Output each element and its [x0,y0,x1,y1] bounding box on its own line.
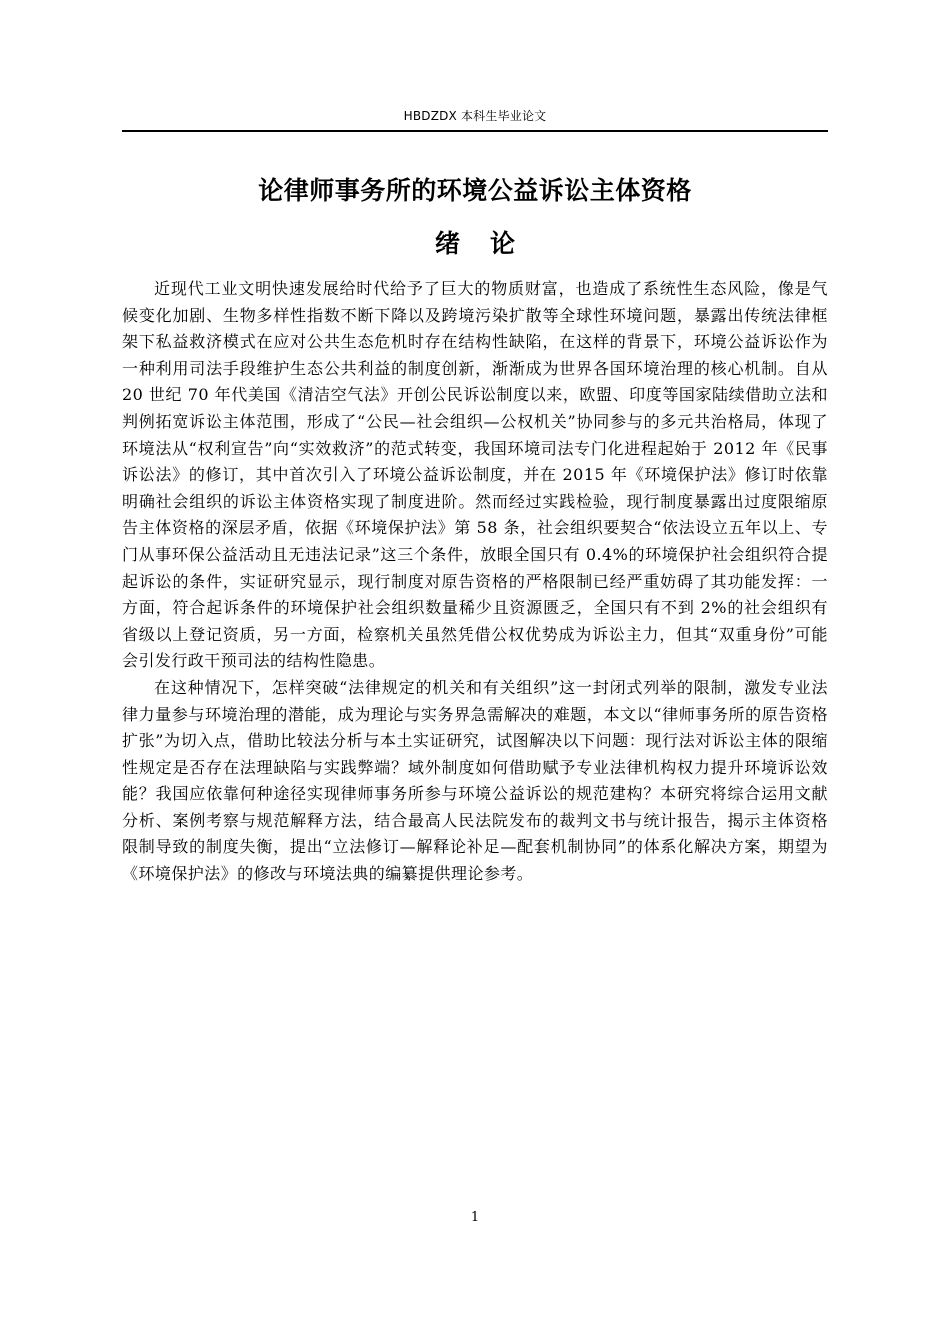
body-text [122,276,828,888]
page-number: 1 [470,1210,480,1225]
document-title: 论律师事务所的环境公益诉讼主体资格 [258,176,692,205]
header-rule [122,130,828,132]
paragraph-2: 在这种情况下，怎样突破“法律规定的机关和有关组织”这一封闭式列举的限制，激发专业法律力量参与环境治理的潜能，成为理论与实务界急需解决的难题，本文以“律师事务所的原告资格扩张”为切入点，借助比较法分析与本土实证研究，试图解决以下问题：现行法对诉讼主体的限缩性规定是否存在法理缺陷与实践弊端？域外制度如何借助赋予专业法律机构权力提升环境诉讼效能？我国应依靠何种途径实现律师事务所参与环境公益诉讼的规范建构？本研究将综合运用文献分析、案例考察与规范解释方法，结合最高人民法院发布的裁判文书与统计报告，揭示主体资格限制导致的制度失衡，提出“立法修订—解释论补足—配套机制协同”的体系化解决方案，期望为《环境保护法》的修改与环境法典的编纂提供理论参考。 [122,677,828,884]
running-header-text: HBDZDX 本科生毕业论文 [403,109,547,123]
section-heading: 绪论 [434,229,545,258]
paragraph-1: 近现代工业文明快速发展给时代给予了巨大的物质财富，也造成了系统性生态风险，像是气候变化加剧、生物多样性指数不断下降以及跨境污染扩散等全球性环境问题，暴露出传统法律框架下私益救济模式在应对公共生态危机时存在结构性缺陷，在这样的背景下，环境公益诉讼作为一种利用司法手段维护生态公共利益的制度创新，渐渐成为世界各国环境治理的核心机制。自从 20 世纪 70 年代美国《清洁空气法》开创公民诉讼制度以来，欧盟、印度等国家陆续借助立法和判例拓宽诉讼主体范围，形成了“公民—社会组织—公权机关”协同参与的多元共治格局，体现了环境法从“权利宣告”向“实效救济”的范式转变，我国环境司法专门化进程起始于 2012 年《民事诉讼法》的修订，其中首次引入了环境公益诉讼制度，并在 2015 年《环境保护法》修订时依靠明确社会组织的诉讼主体资格实现了制度进阶。然而经过实践检验，现行制度暴露出过度限缩原告主体资格的深层矛盾，依据《环境保护法》第 58 条，社会组织要契合“依法设立五年以上、专门从事环保公益活动且无违法记录”这三个条件，放眼全国只有 0.4%的环境保护社会组织符合提起诉讼的条件，实证研究显示，现行制度对原告资格的严格限制已经严重妨碍了其功能发挥：一方面，符合起诉条件的环境保护社会组织数量稀少且资源匮乏，全国只有不到 2%的社会组织有省级以上登记资质，另一方面，检察机关虽然凭借公权优势成为诉讼主力，但其“双重身份”可能会引发行政干预司法的结构性隐患。 [122,279,828,671]
page-header [122,96,828,132]
